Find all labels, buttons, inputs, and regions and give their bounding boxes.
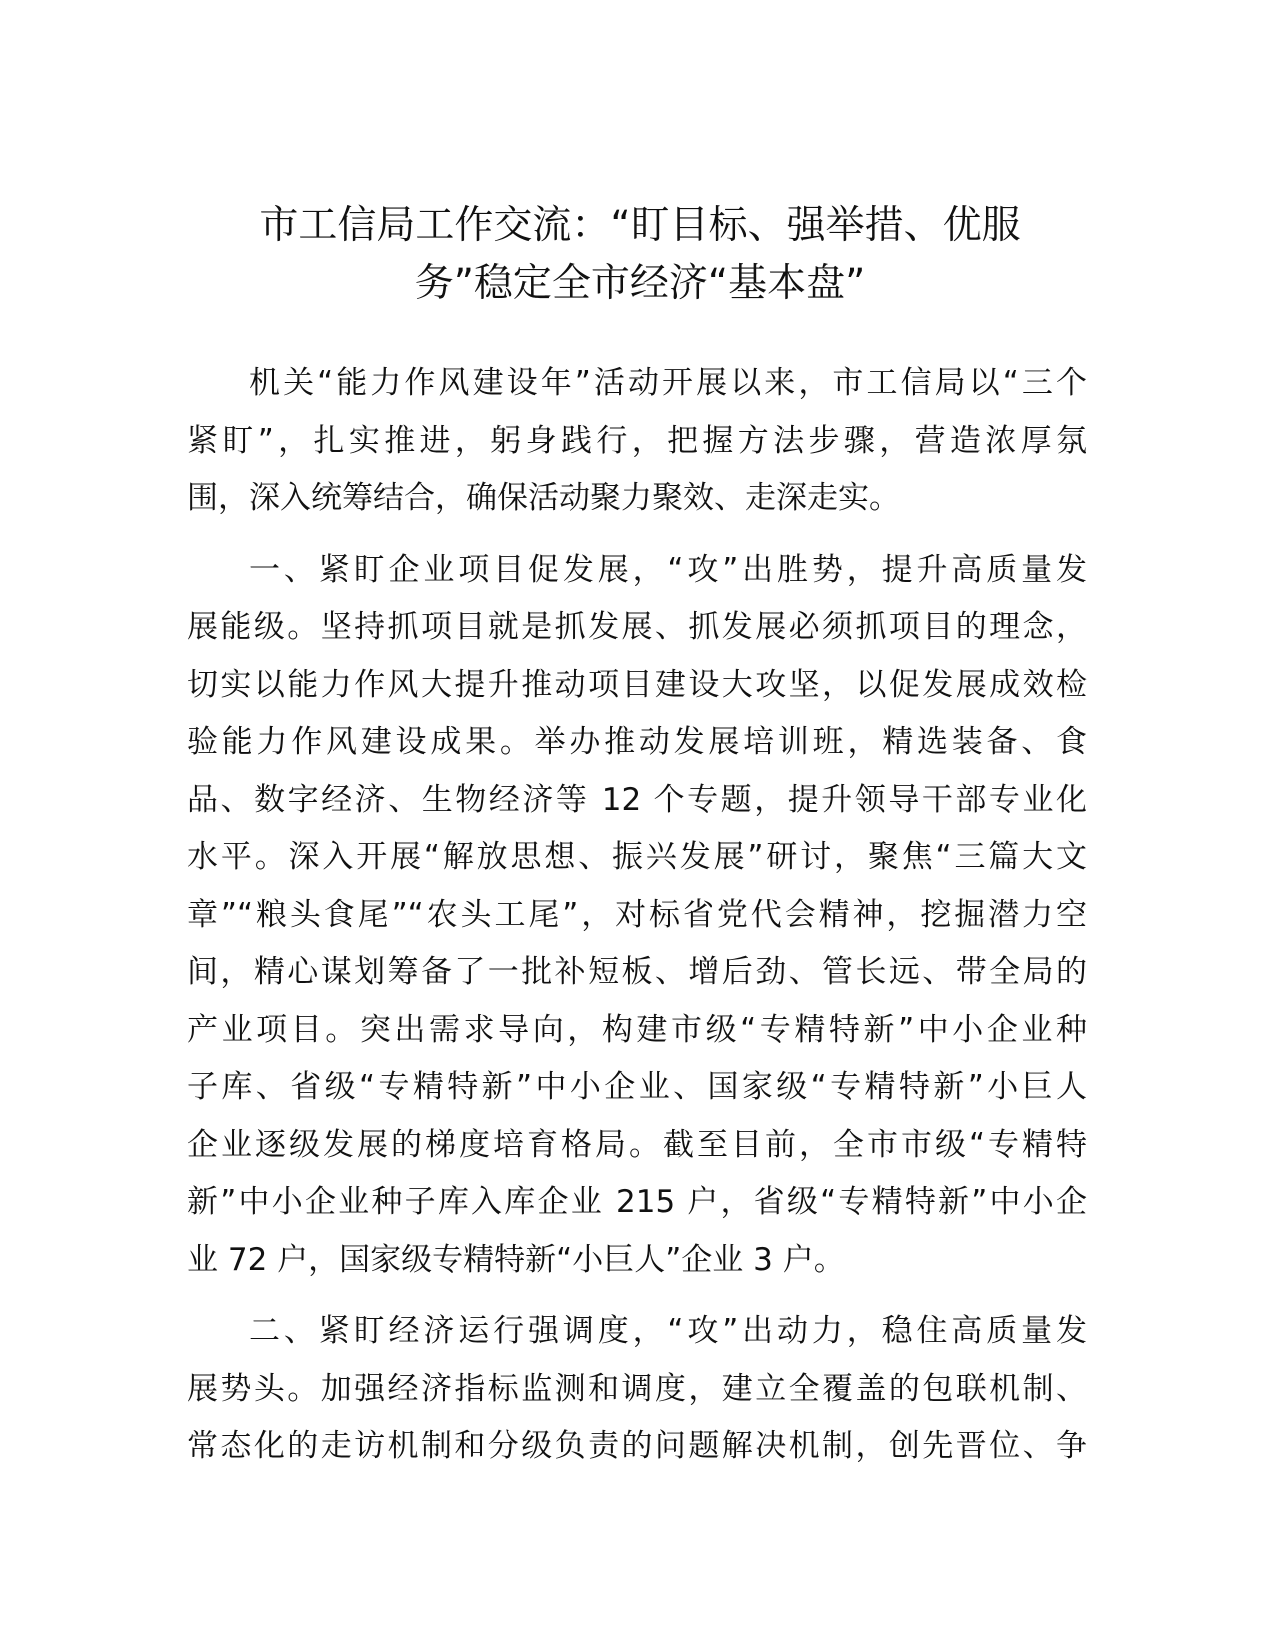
paragraph-line: 水平。深入开展“解放思想、振兴发展”研讨，聚焦“三篇大文	[187, 839, 1087, 875]
paragraph-line: 切实以能力作风大提升推动项目建设大攻坚，以促发展成效检	[187, 666, 1087, 703]
title-line: 务”稳定全市经济“基本盘”	[414, 261, 866, 306]
paragraph-line: 业 72 户，国家级专精特新“小巨人”企业 3 户。	[187, 1241, 845, 1278]
document-title	[170, 197, 1110, 313]
document-body	[187, 355, 1087, 1490]
paragraph-line: 验能力作风建设成果。举办推动发展培训班，精选装备、食	[187, 724, 1087, 760]
paragraph-line: 常态化的走访机制和分级负责的问题解决机制，创先晋位、争	[187, 1428, 1087, 1464]
paragraph-line: 展能级。坚持抓项目就是抓发展、抓发展必须抓项目的理念，	[187, 609, 1087, 645]
paragraph-line: 新”中小企业种子库入库企业 215 户，省级“专精特新”中小企	[187, 1184, 1087, 1220]
paragraph-line: 产业项目。突出需求导向，构建市级“专精特新”中小企业种	[187, 1011, 1087, 1048]
paragraph-section-2	[187, 1303, 1087, 1476]
paragraph-line: 紧盯”，扎实推进，躬身践行，把握方法步骤，营造浓厚氛	[187, 422, 1087, 459]
paragraph-line: 子库、省级“专精特新”中小企业、国家级“专精特新”小巨人	[187, 1069, 1087, 1105]
paragraph-line: 二、紧盯经济运行强调度，“攻”出动力，稳住高质量发	[249, 1313, 1087, 1349]
paragraph-line: 展势头。加强经济指标监测和调度，建立全覆盖的包联机制、	[187, 1370, 1087, 1407]
paragraph-line: 一、紧盯企业项目促发展，“攻”出胜势，提升高质量发	[249, 551, 1087, 588]
paragraph-line: 章”“粮头食尾”“农头工尾”，对标省党代会精神，挖掘潜力空	[187, 896, 1087, 933]
paragraph-section-1	[187, 542, 1087, 1290]
paragraph-line: 机关“能力作风建设年”活动开展以来，市工信局以“三个	[249, 365, 1087, 401]
title-line: 市工信局工作交流：“盯目标、强举措、优服	[259, 203, 1021, 248]
paragraph-line: 围，深入统筹结合，确保活动聚力聚效、走深走实。	[187, 480, 900, 516]
paragraph-intro	[187, 355, 1087, 528]
paragraph-line: 品、数字经济、生物经济等 12 个专题，提升领导干部专业化	[187, 781, 1087, 818]
paragraph-line: 间，精心谋划筹备了一批补短板、增后劲、管长远、带全局的	[187, 954, 1087, 990]
paragraph-line: 企业逐级发展的梯度培育格局。截至目前，全市市级“专精特	[187, 1126, 1087, 1163]
